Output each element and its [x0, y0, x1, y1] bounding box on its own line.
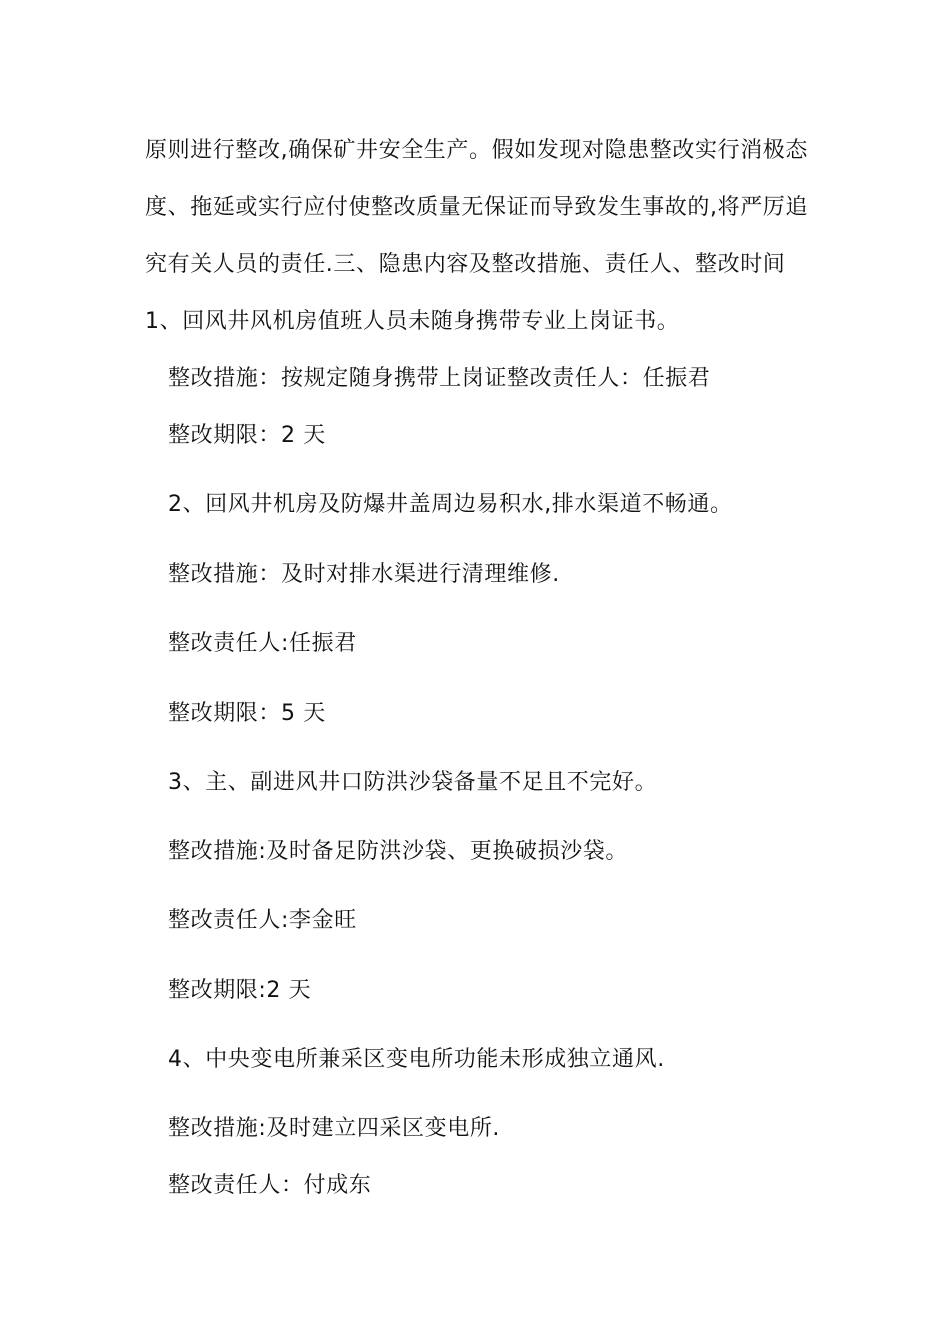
item-1-measure: 整改措施：按规定随身携带上岗证整改责任人：任振君 [168, 366, 711, 391]
item-3-responsible: 整改责任人:李金旺 [168, 908, 357, 933]
paragraph-line-3: 究有关人员的责任.三、隐患内容及整改措施、责任人、整改时间 [145, 252, 786, 277]
item-1-deadline: 整改期限：2 天 [168, 423, 326, 448]
item-2-responsible: 整改责任人:任振君 [168, 631, 357, 656]
item-2-measure: 整改措施：及时对排水渠进行清理维修. [168, 562, 560, 587]
item-4-measure: 整改措施:及时建立四采区变电所. [168, 1116, 501, 1141]
hazard-item-2: 2、回风井机房及防爆井盖周边易积水,排水渠道不畅通。 [168, 492, 733, 517]
paragraph-line-1: 原则进行整改,确保矿井安全生产。假如发现对隐患整改实行消极态 [145, 138, 808, 163]
item-2-deadline: 整改期限：5 天 [168, 701, 326, 726]
hazard-item-1: 1、回风井风机房值班人员未随身携带专业上岗证书。 [145, 309, 680, 334]
item-3-deadline: 整改期限:2 天 [168, 978, 312, 1003]
item-3-measure: 整改措施:及时备足防洪沙袋、更换破损沙袋。 [168, 839, 629, 864]
hazard-item-3: 3、主、副进风井口防洪沙袋备量不足且不完好。 [168, 770, 658, 795]
paragraph-line-2: 度、拖延或实行应付使整改质量无保证而导致发生事故的,将严厉追 [145, 195, 808, 220]
item-4-responsible: 整改责任人：付成东 [168, 1173, 372, 1198]
hazard-item-4: 4、中央变电所兼采区变电所功能未形成独立通风. [168, 1047, 665, 1072]
